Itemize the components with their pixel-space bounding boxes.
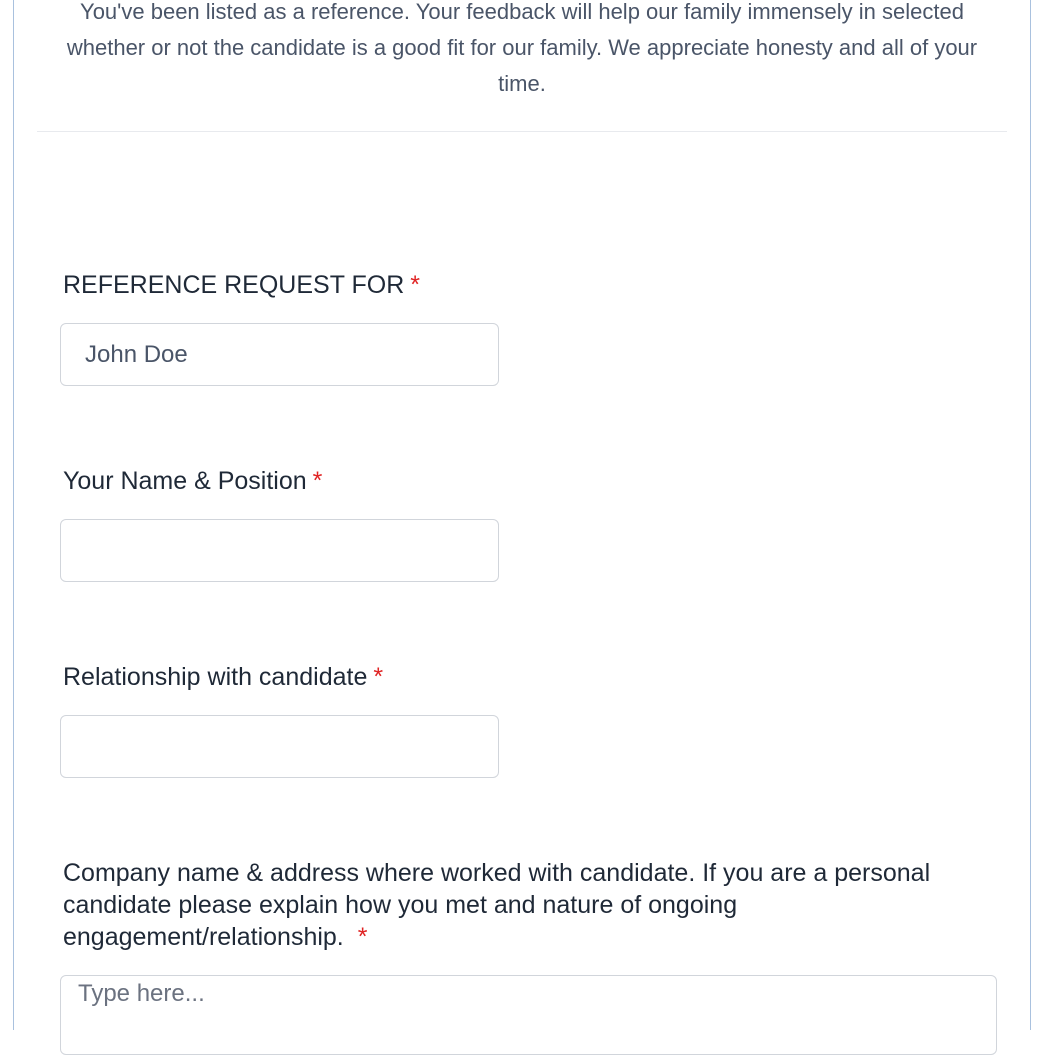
reference-request-label [63, 269, 420, 301]
label-text: Company name & address where worked with candidate. If you are a personal candidate please explain how you met and nature of ongoing engagement/relationship. [63, 859, 931, 951]
company-textarea[interactable] [60, 975, 997, 1055]
relationship-input[interactable] [60, 715, 499, 778]
company-label [63, 857, 943, 953]
reference-request-input[interactable] [60, 323, 499, 386]
intro-text: You've been listed as a reference. Your feedback will help our family immensely in selected whether or not the candidate is a good fit for our family. We appreciate honesty and all of your time. [66, 0, 978, 96]
label-text: Relationship with candidate [63, 663, 368, 691]
required-mark: * [373, 663, 384, 691]
label-text: Your Name & Position [63, 467, 307, 495]
name-position-input[interactable] [60, 519, 499, 582]
name-position-label [63, 465, 322, 497]
required-mark: * [357, 923, 368, 951]
required-mark: * [312, 467, 323, 495]
divider [37, 131, 1007, 132]
relationship-label [63, 661, 383, 693]
required-mark: * [410, 271, 420, 299]
label-text: REFERENCE REQUEST FOR [63, 271, 405, 299]
